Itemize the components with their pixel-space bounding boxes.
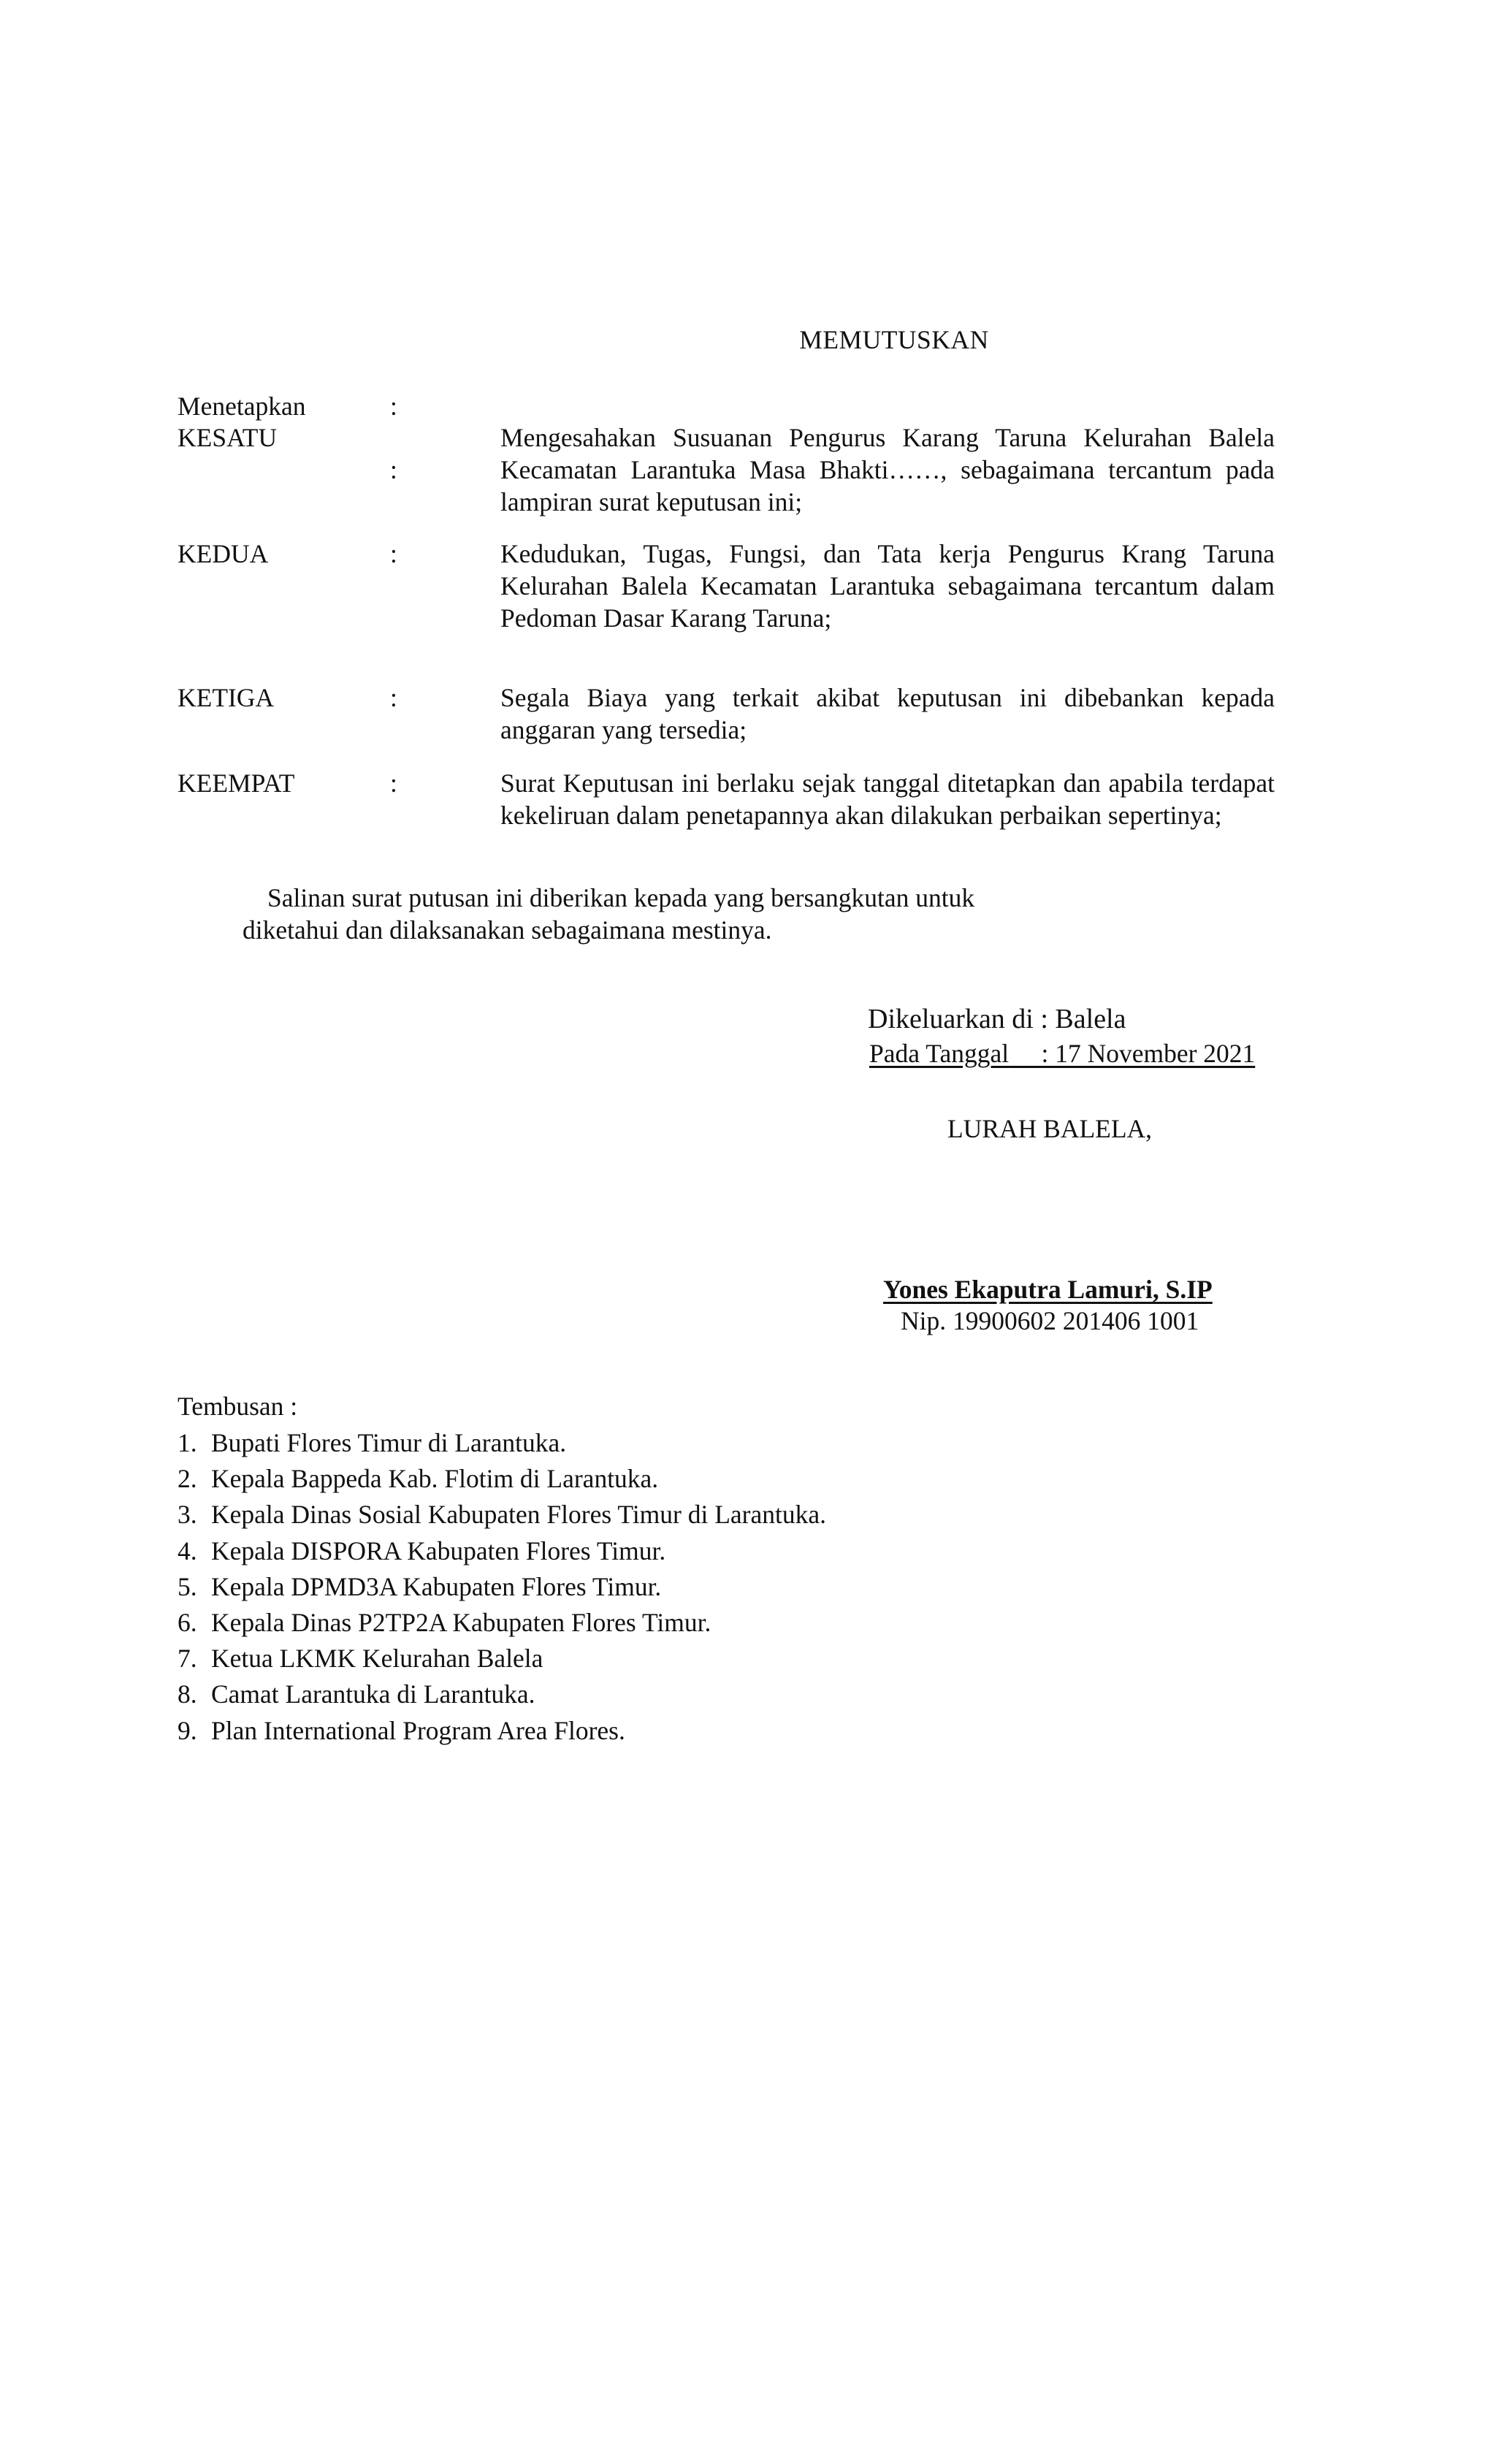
clause-label: KEDUA (178, 539, 269, 568)
list-item-text: Ketua LKMK Kelurahan Balela (211, 1644, 543, 1674)
list-item (178, 1535, 826, 1571)
page-title: MEMUTUSKAN (799, 325, 989, 354)
list-item-text: Kepala Bappeda Kab. Flotim di Larantuka. (211, 1464, 659, 1494)
list-item-number: 2. (178, 1464, 197, 1494)
list-item-text: Kepala Dinas P2TP2A Kabupaten Flores Timur. (211, 1607, 711, 1637)
clause-text: Mengesahakan Susuanan Pengurus Karang Taruna Kelurahan Balela Kecamatan Larantuka Masa Bhakti……, sebagaimana tercantum pada lampiran surat keputusan ini; (500, 423, 1275, 516)
list-item-text: Bupati Flores Timur di Larantuka. (211, 1428, 567, 1457)
list-item-number: 8. (178, 1679, 197, 1709)
clause-text: Kedudukan, Tugas, Fungsi, dan Tata kerja Pengurus Krang Taruna Kelurahan Balela Kecamatan Larantuka sebagaimana tercantum dalam Pedoman Dasar Karang Taruna; (500, 539, 1275, 633)
list-item (178, 1498, 826, 1534)
list-item-text: Kepala Dinas Sosial Kabupaten Flores Timur di Larantuka. (211, 1500, 826, 1530)
clause-colon: : (390, 683, 397, 712)
signatory-position: LURAH BALELA, (947, 1114, 1153, 1143)
list-item-text: Camat Larantuka di Larantuka. (211, 1679, 535, 1709)
clause-colon: : (390, 768, 397, 798)
clause-label: KEEMPAT (178, 768, 295, 798)
signatory-nip: Nip. 19900602 201406 1001 (901, 1306, 1199, 1335)
list-item (178, 1678, 826, 1714)
list-item (178, 1571, 826, 1606)
list-item-text: Kepala DPMD3A Kabupaten Flores Timur. (211, 1571, 662, 1601)
list-item-number: 4. (178, 1536, 197, 1565)
signatory-name: Yones Ekaputra Lamuri, S.IP (883, 1275, 1213, 1304)
closing-note-line-2: diketahui dan dilaksanakan sebagaimana mestinya. (243, 915, 772, 945)
list-item (178, 1714, 826, 1750)
list-item-number: 6. (178, 1607, 197, 1637)
tembusan-list (178, 1427, 826, 1750)
clause-colon: : (390, 455, 397, 484)
issued-date (869, 1037, 1255, 1069)
list-item (178, 1642, 826, 1678)
list-item-number: 7. (178, 1644, 197, 1674)
tembusan-title: Tembusan : (178, 1392, 298, 1421)
clause-text: Surat Keputusan ini berlaku sejak tanggal ditetapkan dan apabila terdapat kekeliruan dalam penetapannya akan dilakukan perbaikan sepertinya; (500, 768, 1275, 830)
list-item-number: 9. (178, 1715, 197, 1745)
menetapkan-colon: : (390, 392, 397, 421)
list-item-text: Kepala DISPORA Kabupaten Flores Timur. (211, 1536, 666, 1565)
closing-note-line-1: Salinan surat putusan ini diberikan kepada yang bersangkutan untuk (267, 883, 975, 912)
list-item-text: Plan International Program Area Flores. (211, 1715, 625, 1745)
date-value: : 17 November 2021 (1041, 1039, 1256, 1068)
date-label: Pada Tanggal (869, 1039, 1010, 1068)
list-item-number: 3. (178, 1500, 197, 1530)
list-item (178, 1427, 826, 1462)
list-item (178, 1462, 826, 1498)
menetapkan-label: Menetapkan (178, 392, 306, 421)
clause-label: KETIGA (178, 683, 275, 712)
clause-text: Segala Biaya yang terkait akibat keputusan ini dibebankan kepada anggaran yang tersedia; (500, 683, 1275, 744)
list-item-number: 5. (178, 1571, 197, 1601)
list-item (178, 1606, 826, 1642)
clause-label: KESATU (178, 423, 278, 452)
issued-at: Dikeluarkan di : Balela (868, 1004, 1126, 1034)
clause-colon: : (390, 539, 397, 568)
list-item-number: 1. (178, 1428, 197, 1457)
